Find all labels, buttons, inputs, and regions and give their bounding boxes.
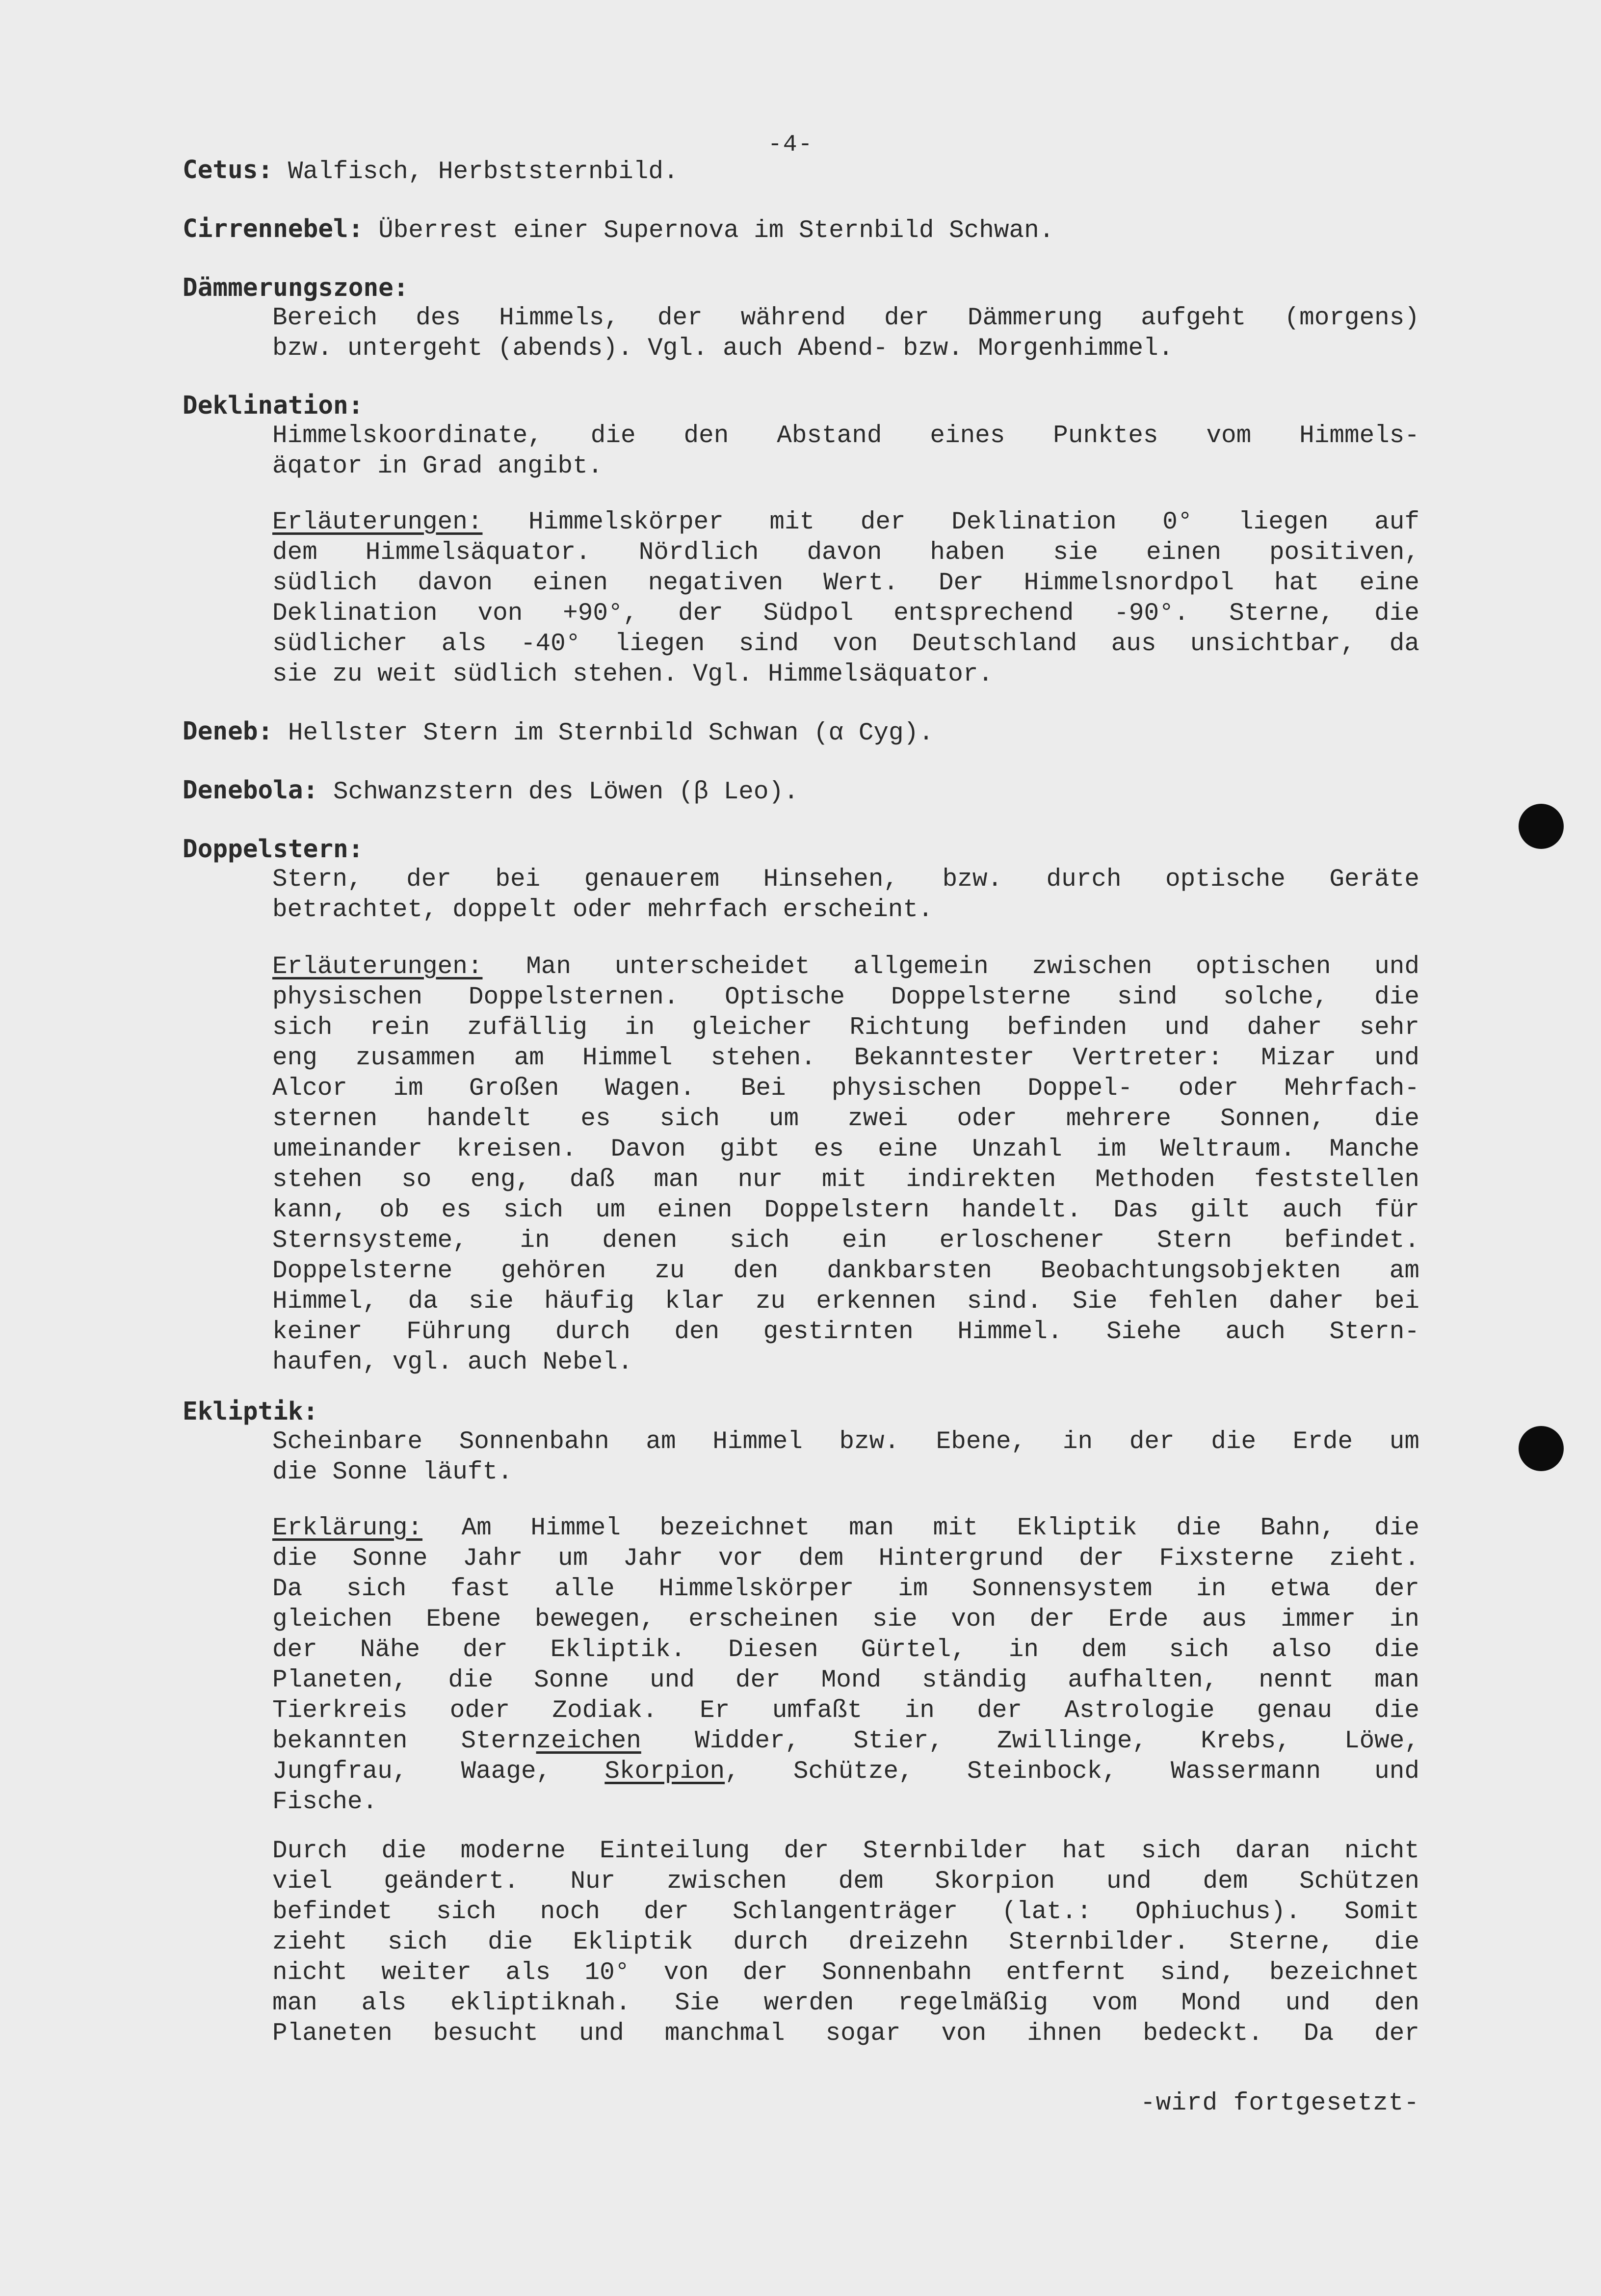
definition-line: Scheinbare Sonnenbahn am Himmel bzw. Ebene, in der die Erde um xyxy=(272,1428,1419,1456)
explanation-label: Erläuterungen: xyxy=(272,508,483,536)
definition-line: bzw. untergeht (abends). Vgl. auch Abend- bzw. Morgenhimmel. xyxy=(272,335,1174,363)
explanation-deklination xyxy=(183,507,1419,690)
explanation-line: haufen, vgl. auch Nebel. xyxy=(272,1348,633,1376)
definition-line: äqator in Grad angibt. xyxy=(272,452,603,480)
explanation-line: der Nähe der Ekliptik. Diesen Gürtel, in dem sich also die xyxy=(272,1636,1419,1664)
zodiac-underlined: zeichen xyxy=(536,1727,641,1755)
explanation-label: Erklärung: xyxy=(272,1514,423,1542)
definition: Hellster Stern im Sternbild Schwan (α Cyg). xyxy=(273,719,934,747)
term: Cetus: xyxy=(183,156,273,185)
paragraph-sternbilder xyxy=(183,1836,1419,2049)
term: Denebola: xyxy=(183,776,318,805)
term: Ekliptik: xyxy=(183,1397,318,1426)
term: Cirrennebel: xyxy=(183,214,364,243)
explanation-line: keiner Führung durch den gestirnten Himmel. Siehe auch Stern- xyxy=(272,1318,1419,1346)
explanation-line: physischen Doppelsternen. Optische Doppelsterne sind solche, die xyxy=(272,983,1419,1011)
term: Dämmerungszone: xyxy=(183,273,409,302)
continuation-note: -wird fortgesetzt- xyxy=(1140,2089,1419,2117)
explanation-line: Doppelsterne gehören zu den dankbarsten Beobachtungsobjekten am xyxy=(272,1257,1419,1285)
entry-deneb xyxy=(183,716,1419,747)
term: Deneb: xyxy=(183,717,273,746)
explanation-line: kann, ob es sich um einen Doppelstern handelt. Das gilt auch für xyxy=(272,1196,1419,1224)
definition-line: Bereich des Himmels, der während der Dämmerung aufgeht (morgens) xyxy=(272,304,1419,332)
explanation-line: stehen so eng, daß man nur mit indirekten Methoden feststellen xyxy=(272,1166,1419,1194)
zodiac-text: bekannten Stern xyxy=(272,1727,536,1755)
entry-doppelstern xyxy=(183,834,1419,925)
definition-line: betrachtet, doppelt oder mehrfach erscheint. xyxy=(272,896,933,924)
explanation-line: sie zu weit südlich stehen. Vgl. Himmelsäquator. xyxy=(272,660,994,688)
entry-ekliptik xyxy=(183,1397,1419,1488)
explanation-line: dem Himmelsäquator. Nördlich davon haben sie einen positiven, xyxy=(272,539,1419,567)
entry-daemmerungszone xyxy=(183,273,1419,364)
entry-cirrennebel xyxy=(183,214,1419,244)
explanation-line: sternen handelt es sich um zwei oder mehrere Sonnen, die xyxy=(272,1105,1419,1133)
explanation-line: Planeten, die Sonne und der Mond ständig aufhalten, nennt man xyxy=(272,1666,1419,1694)
explanation-line xyxy=(272,1726,1419,1757)
zodiac-text: Jungfrau, Waage, xyxy=(272,1758,605,1786)
explanation-line: Fische. xyxy=(272,1788,378,1816)
punch-hole xyxy=(1519,1426,1564,1471)
explanation-text: Himmelskörper mit der Deklination 0° liegen auf xyxy=(482,508,1419,536)
term: Deklination: xyxy=(183,391,364,420)
definition-line: Himmelskoordinate, die den Abstand eines Punktes vom Himmels- xyxy=(272,422,1419,450)
explanation-line: umeinander kreisen. Davon gibt es eine Unzahl im Weltraum. Manche xyxy=(272,1135,1419,1163)
explanation-label: Erläuterungen: xyxy=(272,953,483,981)
paragraph-line: man als ekliptiknah. Sie werden regelmäßig vom Mond und den xyxy=(272,1989,1419,2017)
definition: Überrest einer Supernova im Sternbild Schwan. xyxy=(363,217,1054,245)
explanation-line: Himmel, da sie häufig klar zu erkennen sind. Sie fehlen daher bei xyxy=(272,1288,1419,1316)
paragraph-line: zieht sich die Ekliptik durch dreizehn Sternbilder. Sterne, die xyxy=(272,1928,1419,1956)
explanation-line: gleichen Ebene bewegen, erscheinen sie von der Erde aus immer in xyxy=(272,1606,1419,1634)
explanation-line: Sternsysteme, in denen sich ein erloschener Stern befindet. xyxy=(272,1227,1419,1255)
explanation-line: südlicher als -40° liegen sind von Deutschland aus unsichtbar, da xyxy=(272,630,1419,658)
zodiac-text: Widder, Stier, Zwillinge, Krebs, Löwe, xyxy=(641,1727,1419,1755)
zodiac-underlined: Skorpion xyxy=(604,1758,725,1786)
page-number: -4- xyxy=(768,132,814,158)
definition-line: die Sonne läuft. xyxy=(272,1458,513,1486)
explanation-line: Da sich fast alle Himmelskörper im Sonnensystem in etwa der xyxy=(272,1575,1419,1603)
explanation-line: eng zusammen am Himmel stehen. Bekanntester Vertreter: Mizar und xyxy=(272,1044,1419,1072)
punch-hole xyxy=(1519,804,1564,849)
explanation-line: Deklination von +90°, der Südpol entsprechend -90°. Sterne, die xyxy=(272,600,1419,628)
explanation-line: sich rein zufällig in gleicher Richtung befinden und daher sehr xyxy=(272,1014,1419,1042)
explanation-line: südlich davon einen negativen Wert. Der Himmelsnordpol hat eine xyxy=(272,569,1419,597)
explanation-line xyxy=(272,1757,1419,1787)
explanation-ekliptik xyxy=(183,1513,1419,1818)
paragraph-line: Durch die moderne Einteilung der Sternbilder hat sich daran nicht xyxy=(272,1837,1419,1865)
paragraph-line: befindet sich noch der Schlangenträger (lat.: Ophiuchus). Somit xyxy=(272,1898,1419,1926)
definition-line: Stern, der bei genauerem Hinsehen, bzw. durch optische Geräte xyxy=(272,866,1419,894)
definition: Schwanzstern des Löwen (β Leo). xyxy=(318,778,799,806)
paragraph-line: nicht weiter als 10° von der Sonnenbahn entfernt sind, bezeichnet xyxy=(272,1959,1419,1987)
entry-denebola xyxy=(183,775,1419,806)
explanation-doppelstern xyxy=(183,952,1419,1378)
zodiac-text: , Schütze, Steinbock, Wassermann und xyxy=(725,1758,1419,1786)
explanation-line: Tierkreis oder Zodiak. Er umfaßt in der Astrologie genau die xyxy=(272,1697,1419,1725)
explanation-text: Man unterscheidet allgemein zwischen optischen und xyxy=(482,953,1419,981)
definition: Walfisch, Herbststernbild. xyxy=(273,158,679,186)
explanation-text: Am Himmel bezeichnet man mit Ekliptik die Bahn, die xyxy=(422,1514,1419,1542)
explanation-line: die Sonne Jahr um Jahr vor dem Hintergrund der Fixsterne zieht. xyxy=(272,1545,1419,1573)
term: Doppelstern: xyxy=(183,835,364,864)
explanation-line: Alcor im Großen Wagen. Bei physischen Doppel- oder Mehrfach- xyxy=(272,1075,1419,1103)
paragraph-line: viel geändert. Nur zwischen dem Skorpion und dem Schützen xyxy=(272,1868,1419,1896)
entry-deklination xyxy=(183,391,1419,482)
paragraph-line: Planeten besucht und manchmal sogar von ihnen bedeckt. Da der xyxy=(272,2020,1419,2048)
entry-cetus xyxy=(183,155,1419,185)
